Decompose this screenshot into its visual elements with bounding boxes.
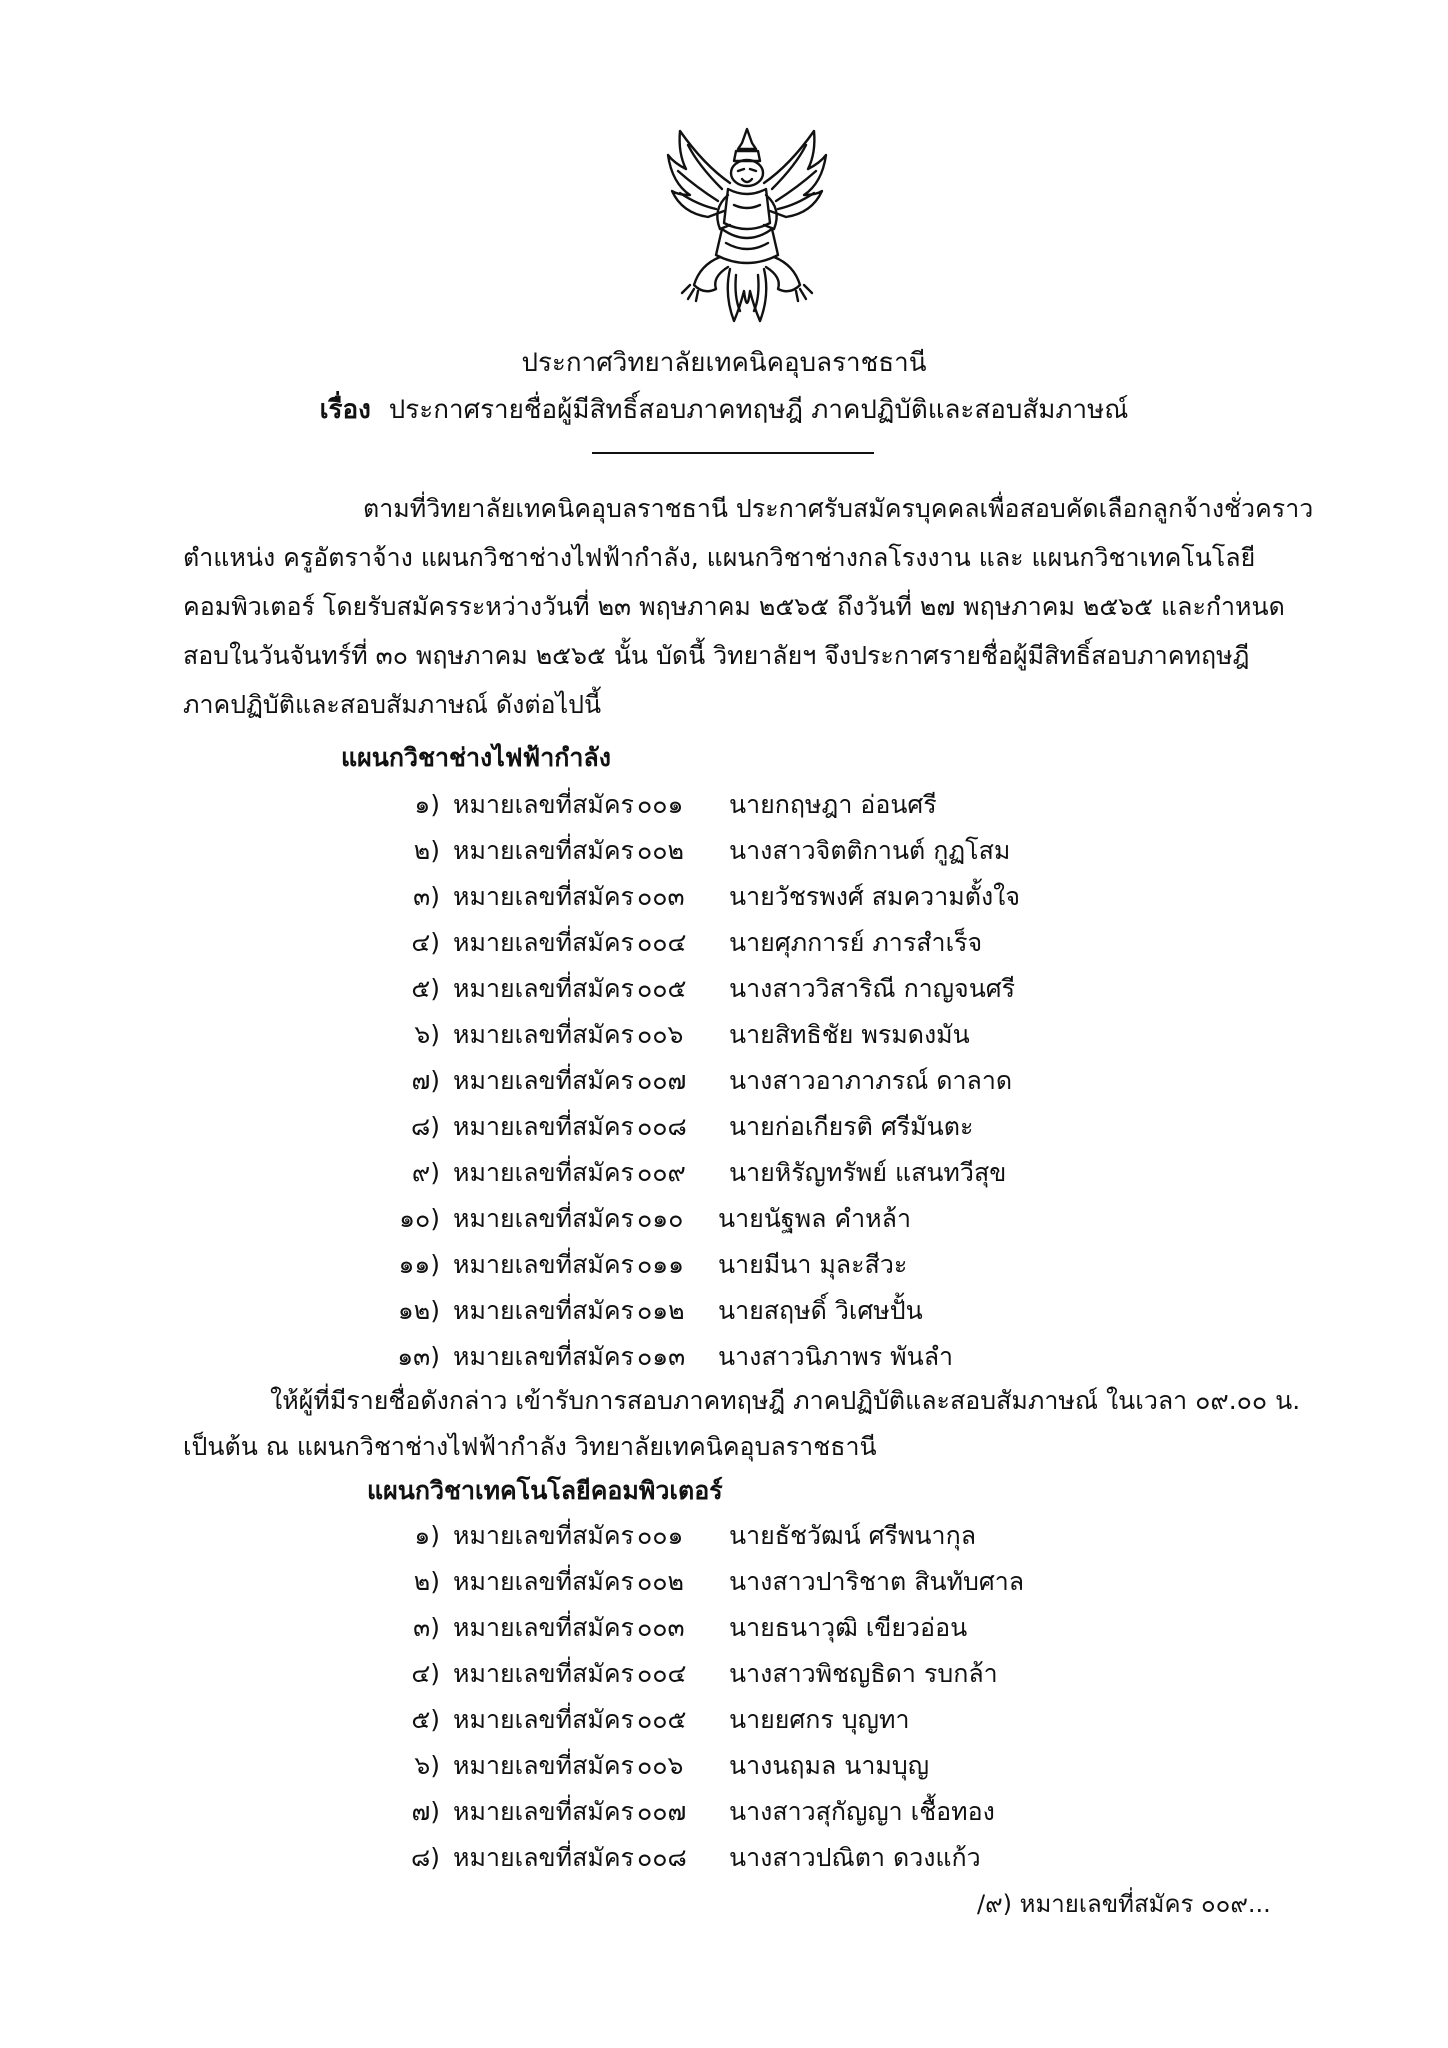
item-label: หมายเลขที่สมัคร <box>453 790 634 819</box>
applicant-name: นายยศกร บุญทา <box>729 1705 910 1734</box>
page-continuation: /๙) หมายเลขที่สมัคร ๐๐๙... <box>977 1890 1271 1918</box>
applicant-number: ๐๑๐ <box>637 1204 684 1233</box>
garuda-emblem-icon <box>664 125 830 337</box>
applicant-number: ๐๑๓ <box>637 1342 686 1371</box>
item-label: หมายเลขที่สมัคร <box>453 836 634 865</box>
intro-line: ตามที่วิทยาลัยเทคนิคอุบลราชธานี ประกาศรับสมัครบุคคลเพื่อสอบคัดเลือกลูกจ้างชั่วคราว <box>363 494 1314 523</box>
applicant-number: ๐๐๖ <box>637 1020 684 1049</box>
list-item <box>0 828 1448 874</box>
subject-line <box>0 393 1448 427</box>
list-item <box>0 874 1448 920</box>
list-item <box>0 1651 1448 1697</box>
item-number: ๖) <box>414 1751 440 1780</box>
applicant-number: ๐๐๒ <box>637 1567 684 1596</box>
list-item <box>0 1513 1448 1559</box>
list-item <box>0 1058 1448 1104</box>
applicant-number: ๐๐๘ <box>637 1843 687 1872</box>
applicant-number: ๐๐๖ <box>637 1751 684 1780</box>
applicant-name: นายหิรัญทรัพย์ แสนทวีสุข <box>729 1158 1007 1187</box>
item-number: ๑๓) <box>397 1342 440 1371</box>
applicant-name: นายกฤษฎา อ่อนศรี <box>729 790 937 819</box>
item-number: ๒) <box>413 1567 440 1596</box>
applicant-name: นางสาวนิภาพร พันลำ <box>718 1342 954 1371</box>
applicant-name: นายธัชวัฒน์ ศรีพนากุล <box>729 1521 977 1550</box>
list-item <box>0 1196 1448 1242</box>
list-item <box>0 782 1448 828</box>
intro-line: คอมพิวเตอร์ โดยรับสมัครระหว่างวันที่ ๒๓ พฤษภาคม ๒๕๖๕ ถึงวันที่ ๒๗ พฤษภาคม ๒๕๖๕ และกำหนด <box>183 592 1285 621</box>
list-item <box>0 1789 1448 1835</box>
list-item <box>0 1559 1448 1605</box>
applicant-name: นายมีนา มุละสีวะ <box>718 1250 908 1279</box>
item-label: หมายเลขที่สมัคร <box>453 1613 634 1642</box>
applicant-number: ๐๐๙ <box>637 1158 686 1187</box>
item-label: หมายเลขที่สมัคร <box>453 1843 634 1872</box>
intro-paragraph <box>183 484 1314 729</box>
applicant-number: ๐๐๗ <box>637 1066 687 1095</box>
applicant-number: ๐๐๔ <box>637 928 687 957</box>
item-number: ๑) <box>414 1521 440 1550</box>
list-item <box>0 1605 1448 1651</box>
applicant-name: นางสาววิสาริณี กาญจนศรี <box>729 974 1016 1003</box>
applicant-name: นายสฤษดิ์ วิเศษปั้น <box>718 1296 923 1325</box>
item-number: ๑๒) <box>397 1296 440 1325</box>
section-heading-electrical: แผนกวิชาช่างไฟฟ้ากำลัง <box>341 743 611 772</box>
applicant-number: ๐๐๓ <box>637 882 685 911</box>
item-label: หมายเลขที่สมัคร <box>453 1521 634 1550</box>
item-number: ๘) <box>410 1112 440 1141</box>
candidate-list-computer <box>0 1513 1448 1881</box>
applicant-name: นายนัฐพล คำหล้า <box>718 1204 912 1233</box>
applicant-name: นางสาวปาริชาต สินทับศาล <box>729 1567 1025 1596</box>
list-item <box>0 1288 1448 1334</box>
item-label: หมายเลขที่สมัคร <box>453 928 634 957</box>
applicant-name: นายธนาวุฒิ เขียวอ่อน <box>729 1613 968 1642</box>
applicant-number: ๐๑๑ <box>637 1250 684 1279</box>
item-number: ๕) <box>411 974 440 1003</box>
list-item <box>0 1150 1448 1196</box>
item-label: หมายเลขที่สมัคร <box>453 1112 634 1141</box>
list-item <box>0 1104 1448 1150</box>
announcement-title: ประกาศวิทยาลัยเทคนิคอุบลราชธานี <box>521 348 927 378</box>
list-item <box>0 966 1448 1012</box>
list-item <box>0 1012 1448 1058</box>
notice-line: ให้ผู้ที่มีรายชื่อดังกล่าว เข้ารับการสอบภาคทฤษฎี ภาคปฏิบัติและสอบสัมภาษณ์ ในเวลา ๐๙.๐๐ น. <box>270 1386 1301 1415</box>
item-number: ๓) <box>413 882 440 911</box>
applicant-number: ๐๐๑ <box>637 1521 684 1550</box>
applicant-name: นางสาวสุกัญญา เชื้อทอง <box>729 1797 995 1826</box>
list-item <box>0 1334 1448 1380</box>
list-item <box>0 1743 1448 1789</box>
candidate-list-electrical <box>0 782 1448 1380</box>
exam-notice <box>183 1378 1301 1470</box>
item-number: ๑) <box>414 790 440 819</box>
item-label: หมายเลขที่สมัคร <box>453 1250 634 1279</box>
item-number: ๒) <box>413 836 440 865</box>
list-item <box>0 1697 1448 1743</box>
item-number: ๕) <box>411 1705 440 1734</box>
item-number: ๑๑) <box>398 1250 440 1279</box>
item-number: ๗) <box>411 1066 440 1095</box>
item-label: หมายเลขที่สมัคร <box>453 1751 634 1780</box>
applicant-name: นายก่อเกียรติ ศรีมันตะ <box>729 1112 974 1141</box>
applicant-name: นายวัชรพงศ์ สมความตั้งใจ <box>729 882 1021 911</box>
item-number: ๖) <box>414 1020 440 1049</box>
item-number: ๑๐) <box>399 1204 440 1233</box>
item-number: ๔) <box>411 1659 440 1688</box>
applicant-number: ๐๐๔ <box>637 1659 687 1688</box>
item-number: ๓) <box>413 1613 440 1642</box>
applicant-number: ๐๐๑ <box>637 790 684 819</box>
intro-line: ตำแหน่ง ครูอัตราจ้าง แผนกวิชาช่างไฟฟ้ากำลัง, แผนกวิชาช่างกลโรงงาน และ แผนกวิชาเทคโนโลยี <box>183 543 1256 572</box>
item-label: หมายเลขที่สมัคร <box>453 1296 634 1325</box>
list-item <box>0 1835 1448 1881</box>
applicant-number: ๐๐๕ <box>637 1705 687 1734</box>
item-number: ๘) <box>410 1843 440 1872</box>
item-label: หมายเลขที่สมัคร <box>453 1342 634 1371</box>
notice-line: เป็นต้น ณ แผนกวิชาช่างไฟฟ้ากำลัง วิทยาลัยเทคนิคอุบลราชธานี <box>183 1432 877 1461</box>
item-label: หมายเลขที่สมัคร <box>453 1705 634 1734</box>
item-number: ๙) <box>411 1158 440 1187</box>
item-label: หมายเลขที่สมัคร <box>453 1158 634 1187</box>
applicant-name: นางสาวอาภาภรณ์ ดาลาด <box>729 1066 1013 1095</box>
item-label: หมายเลขที่สมัคร <box>453 1797 634 1826</box>
item-label: หมายเลขที่สมัคร <box>453 974 634 1003</box>
applicant-name: นายศุภการย์ ภารสำเร็จ <box>729 928 983 957</box>
title-divider <box>592 452 874 454</box>
applicant-number: ๐๐๒ <box>637 836 684 865</box>
item-label: หมายเลขที่สมัคร <box>453 1066 634 1095</box>
list-item <box>0 920 1448 966</box>
subject-text: ประกาศรายชื่อผู้มีสิทธิ์สอบภาคทฤษฎี ภาคปฏิบัติและสอบสัมภาษณ์ <box>388 395 1129 425</box>
applicant-name: นางนฤมล นามบุญ <box>729 1751 930 1780</box>
applicant-number: ๐๑๒ <box>637 1296 685 1325</box>
applicant-name: นางสาวปณิตา ดวงแก้ว <box>729 1843 981 1872</box>
section-heading-computer: แผนกวิชาเทคโนโลยีคอมพิวเตอร์ <box>367 1476 723 1505</box>
applicant-number: ๐๐๘ <box>637 1112 687 1141</box>
item-label: หมายเลขที่สมัคร <box>453 882 634 911</box>
applicant-number: ๐๐๕ <box>637 974 687 1003</box>
subject-label: เรื่อง <box>319 395 371 425</box>
list-item <box>0 1242 1448 1288</box>
item-label: หมายเลขที่สมัคร <box>453 1020 634 1049</box>
item-number: ๗) <box>411 1797 440 1826</box>
intro-line: สอบในวันจันทร์ที่ ๓๐ พฤษภาคม ๒๕๖๕ นั้น บัดนี้ วิทยาลัยฯ จึงประกาศรายชื่อผู้มีสิทธิ์สอบภาคทฤษฎี <box>183 641 1250 670</box>
applicant-name: นางสาวจิตติกานต์ กูฏโสม <box>729 836 1011 865</box>
item-label: หมายเลขที่สมัคร <box>453 1567 634 1596</box>
intro-line: ภาคปฏิบัติและสอบสัมภาษณ์ ดังต่อไปนี้ <box>183 690 602 719</box>
item-label: หมายเลขที่สมัคร <box>453 1659 634 1688</box>
applicant-name: นายสิทธิชัย พรมดงมัน <box>729 1020 970 1049</box>
item-label: หมายเลขที่สมัคร <box>453 1204 634 1233</box>
applicant-name: นางสาวพิชญธิดา รบกล้า <box>729 1659 998 1688</box>
applicant-number: ๐๐๓ <box>637 1613 685 1642</box>
item-number: ๔) <box>411 928 440 957</box>
applicant-number: ๐๐๗ <box>637 1797 687 1826</box>
